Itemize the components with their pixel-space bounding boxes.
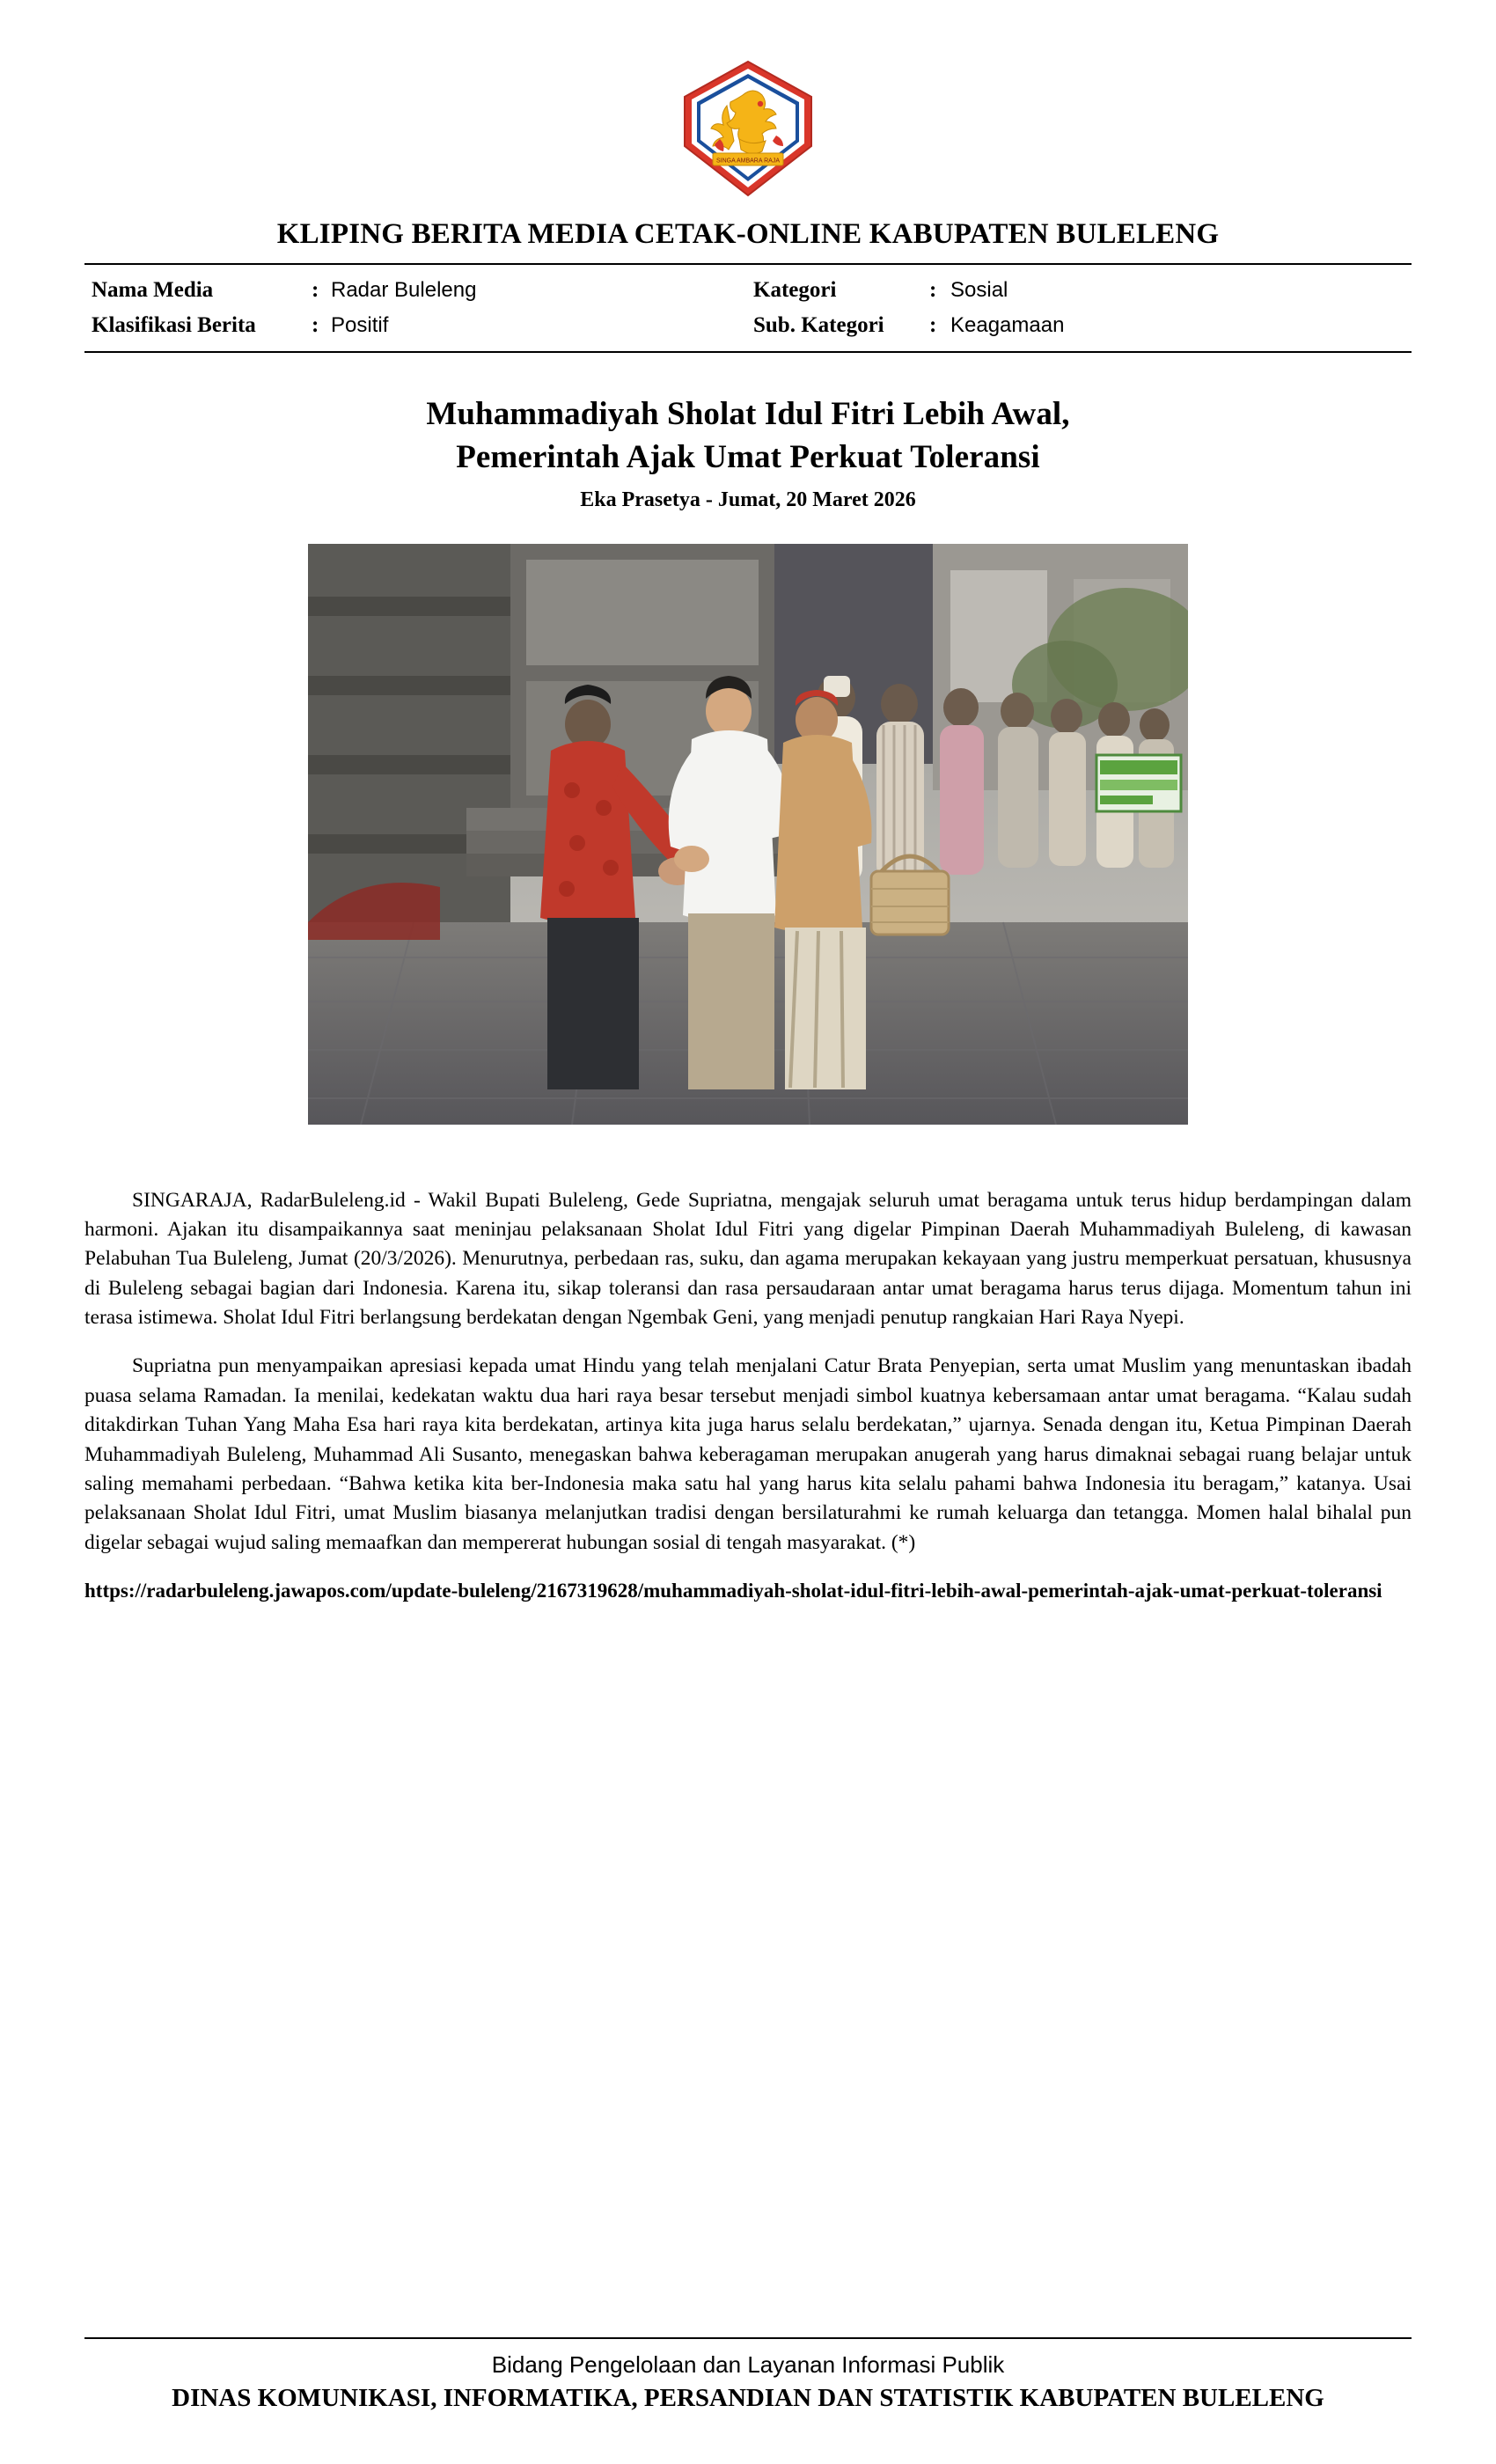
value-kategori: Sosial: [950, 278, 1008, 302]
footer-divider: [84, 2337, 1412, 2339]
article-body: [84, 1186, 1412, 1605]
label-sub-kategori: Sub. Kategori: [753, 313, 884, 337]
footer-department-unit: Bidang Pengelolaan dan Layanan Informasi Publik: [491, 2351, 1005, 2378]
buleleng-regency-emblem-icon: [674, 55, 822, 202]
value-klasifikasi-berita: Positif: [331, 313, 389, 337]
colon-sub-kategori: :: [929, 313, 937, 337]
article-title-line-2: Pemerintah Ajak Umat Perkuat Toleransi: [456, 438, 1040, 475]
value-nama-media: Radar Buleleng: [331, 278, 477, 302]
label-nama-media: Nama Media: [92, 278, 214, 302]
colon-nama-media: :: [312, 278, 319, 302]
article-paragraph-1: SINGARAJA, RadarBuleleng.id - Wakil Bupati Buleleng, Gede Supriatna, mengajak seluruh umat beragama untuk terus hidup berdampingan dalam harmoni. Ajakan itu disampaikannya saat meninjau pelaksanaan Sholat Idul Fitri yang digelar Pimpinan Daerah Muhammadiyah Buleleng, di kawasan Pelabuhan Tua Buleleng, Jumat (20/3/2026). Menurutnya, perbedaan ras, suku, dan agama merupakan kekayaan yang justru memperkuat persatuan, khususnya di Buleleng sebagai bagian dari Indonesia. Karena itu, sikap toleransi dan rasa persaudaraan antar umat beragama harus terus dijaga. Momentum tahun ini terasa istimewa. Sholat Idul Fitri berlangsung berdekatan dengan Ngembak Geni, yang menjadi penutup rangkaian Hari Raya Nyepi.: [84, 1188, 1412, 1330]
colon-kategori: :: [929, 278, 937, 302]
article-byline: Eka Prasetya - Jumat, 20 Maret 2026: [580, 488, 916, 511]
value-sub-kategori: Keagamaan: [950, 313, 1065, 337]
footer-department-name: DINAS KOMUNIKASI, INFORMATIKA, PERSANDIAN DAN STATISTIK KABUPATEN BULELENG: [172, 2384, 1324, 2412]
metadata-table: [84, 265, 1412, 351]
article-title-line-1: Muhammadiyah Sholat Idul Fitri Lebih Awal,: [426, 396, 1070, 432]
label-kategori: Kategori: [753, 278, 837, 302]
article-source-url[interactable]: https://radarbuleleng.jawapos.com/update-buleleng/2167319628/muhammadiyah-sholat-idul-fitri-lebih-awal-pemerintah-ajak-umat-perkuat-toleransi: [84, 1579, 1382, 1602]
article-photo-container: [84, 544, 1412, 1125]
article-photo: [308, 544, 1188, 1125]
emblem-motto-text: SINGA AMBARA RAJA: [716, 158, 780, 165]
emblem-container: [84, 0, 1412, 202]
header-divider-bottom: [84, 351, 1412, 353]
article-title: [84, 393, 1412, 480]
page-title: KLIPING BERITA MEDIA CETAK-ONLINE KABUPATEN BULELENG: [276, 218, 1220, 250]
article-paragraph-2: Supriatna pun menyampaikan apresiasi kepada umat Hindu yang telah menjalani Catur Brata Penyepian, serta umat Muslim yang menuntaskan ibadah puasa selama Ramadan. Ia menilai, kedekatan waktu dua hari raya besar tersebut menjadi simbol kuatnya kebersamaan antar umat beragama. “Kalau sudah ditakdirkan Tuhan Yang Maha Esa hari raya kita berdekatan, artinya kita juga harus selalu berdekatan,” ujarnya. Senada dengan itu, Ketua Pimpinan Daerah Muhammadiyah Buleleng, Muhammad Ali Susanto, menegaskan bahwa keberagaman merupakan anugerah yang harus dimaknai sebagai ruang belajar untuk saling memahami perbedaan. “Bahwa ketika kita ber-Indonesia maka satu hal yang harus kita selalu pahami bahwa Indonesia itu beragam,” katanya. Usai pelaksanaan Sholat Idul Fitri, umat Muslim biasanya melanjutkan tradisi dengan bersilaturahmi ke rumah keluarga dan tetangga. Momen halal bihalal pun digelar sebagai wujud saling memaafkan dan mempererat hubungan sosial di tengah masyarakat. (*): [84, 1354, 1412, 1554]
label-klasifikasi-berita: Klasifikasi Berita: [92, 313, 256, 337]
page-footer: [0, 2337, 1496, 2413]
photo-banner: [1096, 755, 1181, 811]
colon-klasifikasi-berita: :: [312, 313, 319, 337]
